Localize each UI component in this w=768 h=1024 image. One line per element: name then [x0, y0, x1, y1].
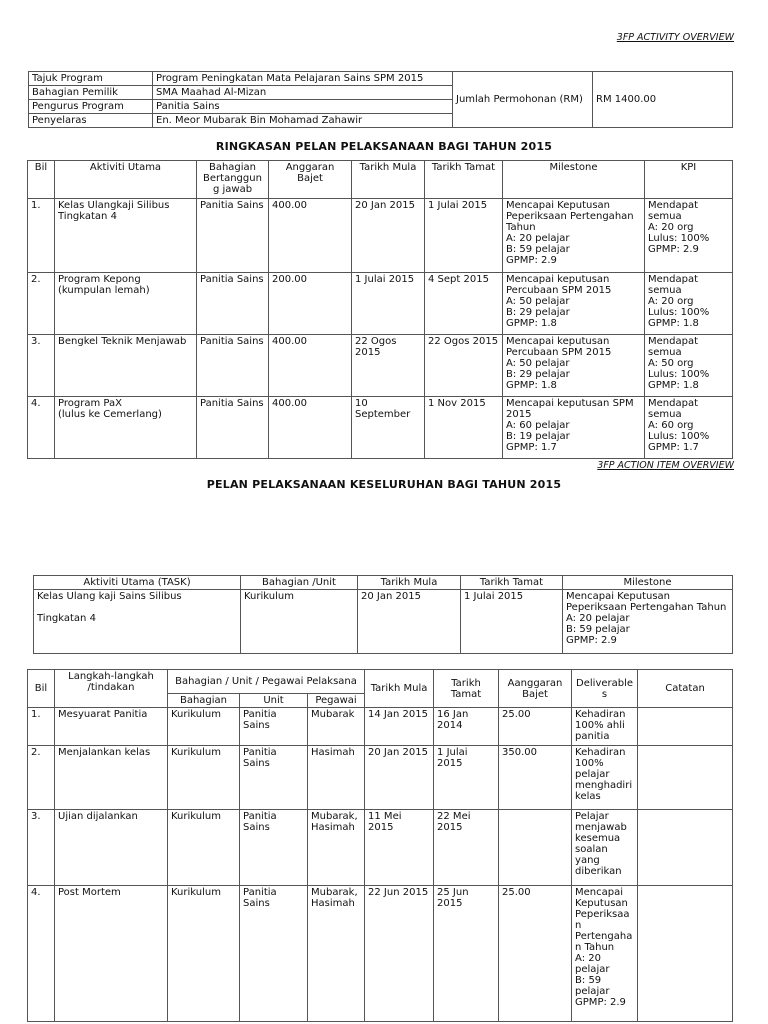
bahagian: Panitia Sains: [197, 335, 269, 397]
tarikh-mula: 1 Julai 2015: [352, 273, 425, 335]
col-header: Aktiviti Utama (TASK): [34, 576, 241, 590]
steps-table: [27, 669, 733, 1022]
bajet: 400.00: [269, 397, 352, 459]
tarikh-tamat: 22 Mei 2015: [434, 810, 499, 886]
tarikh-tamat: 1 Julai 2015: [425, 199, 503, 273]
info-label: Bahagian Pemilik: [29, 86, 153, 100]
amount-value: RM 1400.00: [593, 72, 733, 128]
col-header: Unit: [240, 694, 308, 708]
table-row: [28, 273, 733, 335]
bahagian: Kurikulum: [241, 590, 358, 654]
action-item-overview-heading: 3FP ACTION ITEM OVERVIEW: [597, 460, 734, 471]
col-header: Tarikh Tamat: [434, 670, 499, 708]
bil: 3.: [28, 810, 55, 886]
col-header: Bahagian: [168, 694, 240, 708]
tarikh-tamat: 1 Julai 2015: [434, 746, 499, 810]
info-value: Panitia Sains: [153, 100, 453, 114]
col-header: Bahagian /Unit: [241, 576, 358, 590]
info-label: Tajuk Program: [29, 72, 153, 86]
bahagian: Kurikulum: [168, 708, 240, 746]
tarikh-mula: 10 September: [352, 397, 425, 459]
col-header: Bahagian Bertanggun g jawab: [197, 161, 269, 199]
bajet: 25.00: [499, 708, 572, 746]
langkah: Post Mortem: [55, 886, 168, 1022]
bahagian: Kurikulum: [168, 746, 240, 810]
catatan: [638, 708, 733, 746]
bil: 4.: [28, 397, 55, 459]
table-row: [28, 886, 733, 1022]
summary-title: RINGKASAN PELAN PELAKSANAAN BAGI TAHUN 2015: [215, 140, 553, 153]
milestone: Mencapai keputusan Percubaan SPM 2015 A: 50 pelajar B: 29 pelajar GPMP: 1.8: [503, 335, 645, 397]
catatan: [638, 746, 733, 810]
overall-plan-table: [33, 575, 733, 654]
col-header: Deliverable s: [572, 670, 638, 708]
langkah: Mesyuarat Panitia: [55, 708, 168, 746]
pegawai: Hasimah: [308, 746, 365, 810]
kpi: Mendapat semua A: 20 org Lulus: 100% GPMP: 2.9: [645, 199, 733, 273]
tarikh-mula: 22 Ogos 2015: [352, 335, 425, 397]
col-header: Catatan: [638, 670, 733, 708]
kpi: Mendapat semua A: 60 org Lulus: 100% GPMP: 1.7: [645, 397, 733, 459]
col-header: Langkah-langkah /tindakan: [55, 670, 168, 708]
aktiviti: Kelas Ulang kaji Sains Silibus Tingkatan 4: [34, 590, 241, 654]
unit: Panitia Sains: [240, 708, 308, 746]
col-header: Tarikh Mula: [365, 670, 434, 708]
bahagian: Panitia Sains: [197, 273, 269, 335]
col-header: Tarikh Mula: [352, 161, 425, 199]
langkah: Ujian dijalankan: [55, 810, 168, 886]
summary-table: [27, 160, 733, 459]
unit: Panitia Sains: [240, 746, 308, 810]
table-row: [28, 708, 733, 746]
col-header: Tarikh Mula: [358, 576, 461, 590]
table-row: [34, 590, 733, 654]
bil: 1.: [28, 708, 55, 746]
col-header: KPI: [645, 161, 733, 199]
table-row: [28, 810, 733, 886]
pegawai: Mubarak, Hasimah: [308, 810, 365, 886]
tarikh-mula: 20 Jan 2015: [365, 746, 434, 810]
catatan: [638, 886, 733, 1022]
aktiviti: Bengkel Teknik Menjawab: [55, 335, 197, 397]
tarikh-tamat: 25 Jun 2015: [434, 886, 499, 1022]
bil: 3.: [28, 335, 55, 397]
col-header: Tarikh Tamat: [461, 576, 563, 590]
tarikh-tamat: 1 Nov 2015: [425, 397, 503, 459]
col-header: Tarikh Tamat: [425, 161, 503, 199]
bil: 2.: [28, 273, 55, 335]
catatan: [638, 810, 733, 886]
aktiviti: Program Kepong (kumpulan lemah): [55, 273, 197, 335]
tarikh-tamat: 22 Ogos 2015: [425, 335, 503, 397]
info-value: SMA Maahad Al-Mizan: [153, 86, 453, 100]
info-label: Penyelaras: [29, 114, 153, 128]
deliverables: Kehadiran 100% pelajar menghadiri kelas: [572, 746, 638, 810]
bajet: 350.00: [499, 746, 572, 810]
info-value: Program Peningkatan Mata Pelajaran Sains SPM 2015: [153, 72, 453, 86]
col-header: Bil: [28, 161, 55, 199]
pegawai: Mubarak: [308, 708, 365, 746]
bajet: 400.00: [269, 199, 352, 273]
bil: 2.: [28, 746, 55, 810]
tarikh-mula: 20 Jan 2015: [352, 199, 425, 273]
bajet: [499, 810, 572, 886]
bil: 1.: [28, 199, 55, 273]
table-row: [28, 199, 733, 273]
col-header: Milestone: [563, 576, 733, 590]
overall-title: PELAN PELAKSANAAN KESELURUHAN BAGI TAHUN 2015: [206, 478, 562, 491]
aktiviti: Kelas Ulangkaji Silibus Tingkatan 4: [55, 199, 197, 273]
langkah: Menjalankan kelas: [55, 746, 168, 810]
table-row: [28, 335, 733, 397]
col-header: Aanggaran Bajet: [499, 670, 572, 708]
info-value: En. Meor Mubarak Bin Mohamad Zahawir: [153, 114, 453, 128]
deliverables: Kehadiran 100% ahli panitia: [572, 708, 638, 746]
bahagian: Panitia Sains: [197, 397, 269, 459]
milestone: Mencapai keputusan Percubaan SPM 2015 A: 50 pelajar B: 29 pelajar GPMP: 1.8: [503, 273, 645, 335]
unit: Panitia Sains: [240, 810, 308, 886]
tarikh-mula: 20 Jan 2015: [358, 590, 461, 654]
milestone: Mencapai Keputusan Peperiksaan Pertengahan Tahun A: 20 pelajar B: 59 pelajar GPMP: 2.9: [503, 199, 645, 273]
aktiviti: Program PaX (lulus ke Cemerlang): [55, 397, 197, 459]
milestone: Mencapai Keputusan Peperiksaan Pertengahan Tahun A: 20 pelajar B: 59 pelajar GPMP: 2.9: [563, 590, 733, 654]
tarikh-tamat: 1 Julai 2015: [461, 590, 563, 654]
pegawai: Mubarak, Hasimah: [308, 886, 365, 1022]
tarikh-mula: 22 Jun 2015: [365, 886, 434, 1022]
program-info-table: [28, 71, 733, 128]
unit: Panitia Sains: [240, 886, 308, 1022]
amount-label: Jumlah Permohonan (RM): [453, 72, 593, 128]
bahagian: Panitia Sains: [197, 199, 269, 273]
col-header: Bahagian / Unit / Pegawai Pelaksana: [168, 670, 365, 694]
col-header: Aktiviti Utama: [55, 161, 197, 199]
tarikh-mula: 14 Jan 2015: [365, 708, 434, 746]
col-header: Bil: [28, 670, 55, 708]
activity-overview-heading: 3FP ACTIVITY OVERVIEW: [616, 32, 734, 43]
bajet: 400.00: [269, 335, 352, 397]
bajet: 25.00: [499, 886, 572, 1022]
table-row: [28, 397, 733, 459]
bahagian: Kurikulum: [168, 886, 240, 1022]
table-row: [28, 746, 733, 810]
tarikh-mula: 11 Mei 2015: [365, 810, 434, 886]
col-header: Pegawai: [308, 694, 365, 708]
col-header: Milestone: [503, 161, 645, 199]
info-label: Pengurus Program: [29, 100, 153, 114]
bajet: 200.00: [269, 273, 352, 335]
col-header: Anggaran Bajet: [269, 161, 352, 199]
bahagian: Kurikulum: [168, 810, 240, 886]
tarikh-tamat: 4 Sept 2015: [425, 273, 503, 335]
bil: 4.: [28, 886, 55, 1022]
tarikh-tamat: 16 Jan 2014: [434, 708, 499, 746]
deliverables: Mencapai Keputusan Peperiksaa n Pertengaha n Tahun A: 20 pelajar B: 59 pelajar GPMP: 2.9: [572, 886, 638, 1022]
deliverables: Pelajar menjawab kesemua soalan yang diberikan: [572, 810, 638, 886]
kpi: Mendapat semua A: 20 org Lulus: 100% GPMP: 1.8: [645, 273, 733, 335]
milestone: Mencapai keputusan SPM 2015 A: 60 pelajar B: 19 pelajar GPMP: 1.7: [503, 397, 645, 459]
kpi: Mendapat semua A: 50 org Lulus: 100% GPMP: 1.8: [645, 335, 733, 397]
